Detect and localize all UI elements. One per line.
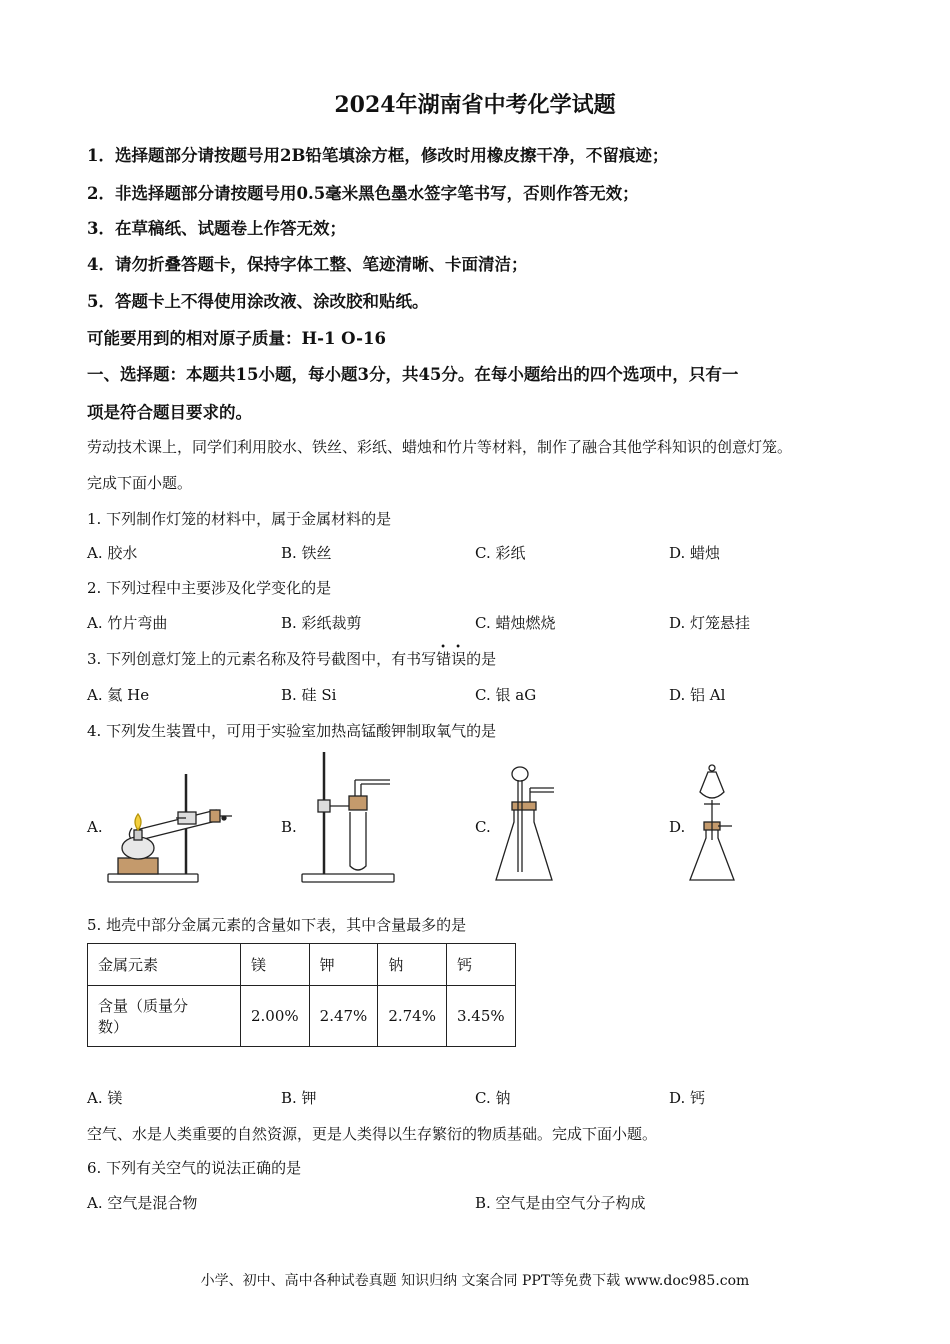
question-2-stem: 2. 下列过程中主要涉及化学变化的是 (87, 579, 332, 597)
question-6-option-a: A. 空气是混合物 (87, 1194, 198, 1212)
question-3-option-d: D. 铝 Al (669, 686, 726, 704)
question-4-option-d: D. (669, 818, 686, 836)
apparatus-a-heating-setup-icon (104, 770, 236, 884)
emphasis-dot: • (440, 642, 446, 653)
question-3-option-c: C. 银 aG (475, 686, 537, 704)
table-cell: 2.74% (378, 986, 447, 1047)
question-4-stem: 4. 下列发生装置中，可用于实验室加热高锰酸钾制取氧气的是 (87, 722, 497, 740)
table-row (88, 944, 516, 986)
emphasis-dot: • (455, 642, 461, 653)
question-1-option-a: A. 胶水 (87, 544, 138, 562)
question-5-option-c: C. 钠 (475, 1089, 511, 1107)
question-4-option-b: B. (281, 818, 297, 836)
question-5-stem: 5. 地壳中部分金属元素的含量如下表，其中含量最多的是 (87, 916, 467, 934)
question-3-option-a: A. 氦 He (87, 686, 150, 704)
table-row (88, 986, 516, 1047)
question-3-emphasis-text: 错误 (436, 650, 467, 668)
question-1-stem: 1. 下列制作灯笼的材料中，属于金属材料的是 (87, 510, 392, 528)
table-header-cell: 钾 (309, 944, 378, 986)
question-2-option-d: D. 灯笼悬挂 (669, 614, 751, 632)
section1-heading: 一、选择题：本题共15小题，每小题3分，共45分。在每小题给出的四个选项中，只有一 (87, 365, 739, 384)
table-header-cell: 钙 (446, 944, 515, 986)
question-6-stem: 6. 下列有关空气的说法正确的是 (87, 1159, 302, 1177)
table-row-header-line2: 数） (98, 1018, 129, 1036)
instruction-3: 3．在草稿纸、试题卷上作答无效； (87, 219, 346, 238)
page-title: 2024年湖南省中考化学试题 (334, 92, 616, 118)
question-5-option-a: A. 镁 (87, 1089, 123, 1107)
question-4-option-a: A. (87, 818, 103, 836)
question-3-emphasis (436, 642, 467, 668)
question-5-option-b: B. 钾 (281, 1089, 317, 1107)
intro-paragraph-1-cont: 完成下面小题。 (87, 474, 193, 492)
intro-paragraph-1: 劳动技术课上，同学们利用胶水、铁丝、彩纸、蜡烛和竹片等材料，制作了融合其他学科知识的创意灯笼。 (87, 438, 793, 456)
instruction-5: 5．答题卡上不得使用涂改液、涂改胶和贴纸。 (87, 292, 429, 311)
table-cell: 2.00% (241, 986, 310, 1047)
table-header-cell: 镁 (241, 944, 310, 986)
table-cell: 2.47% (309, 986, 378, 1047)
question-1-option-d: D. 蜡烛 (669, 544, 721, 562)
question-1-option-c: C. 彩纸 (475, 544, 526, 562)
apparatus-d-conical-flask-separatory-funnel-icon (686, 764, 742, 884)
table-row-header-line1: 含量（质量分 (98, 997, 189, 1015)
question-2-option-c: C. 蜡烛燃烧 (475, 614, 556, 632)
atomic-mass-note: 可能要用到的相对原子质量：H-1 O-16 (87, 329, 386, 348)
question-5-option-d: D. 钙 (669, 1089, 706, 1107)
question-4-option-c: C. (475, 818, 491, 836)
table-cell: 3.45% (446, 986, 515, 1047)
table-row-header (88, 986, 241, 1047)
metal-content-table (87, 943, 516, 1047)
question-3-stem (87, 642, 497, 669)
question-2-option-b: B. 彩纸裁剪 (281, 614, 362, 632)
table-header-cell: 金属元素 (88, 944, 241, 986)
apparatus-b-test-tube-stand-icon (298, 750, 398, 884)
question-1-option-b: B. 铁丝 (281, 544, 332, 562)
question-2-option-a: A. 竹片弯曲 (87, 614, 168, 632)
table-header-cell: 钠 (378, 944, 447, 986)
section1-heading-cont: 项是符合题目要求的。 (87, 403, 252, 422)
question-6-option-b: B. 空气是由空气分子构成 (475, 1194, 646, 1212)
question-3-stem-text: 3. 下列创意灯笼上的元素名称及符号截图中，有书写 (87, 650, 437, 668)
instruction-1: 1．选择题部分请按题号用2B铅笔填涂方框，修改时用橡皮擦干净，不留痕迹； (87, 146, 669, 165)
apparatus-c-conical-flask-funnel-icon (492, 764, 558, 884)
question-3-stem-tail: 的是 (466, 650, 497, 668)
page-footer: 小学、初中、高中各种试卷真题 知识归纳 文案合同 PPT等免费下载 www.doc985.com (200, 1273, 750, 1289)
question-3-option-b: B. 硅 Si (281, 686, 337, 704)
instruction-4: 4．请勿折叠答题卡，保持字体工整、笔迹清晰、卡面清洁； (87, 255, 528, 274)
instruction-2: 2．非选择题部分请按题号用0.5毫米黑色墨水签字笔书写，否则作答无效； (87, 184, 639, 203)
intro-paragraph-2: 空气、水是人类重要的自然资源，更是人类得以生存繁衍的物质基础。完成下面小题。 (87, 1125, 658, 1143)
